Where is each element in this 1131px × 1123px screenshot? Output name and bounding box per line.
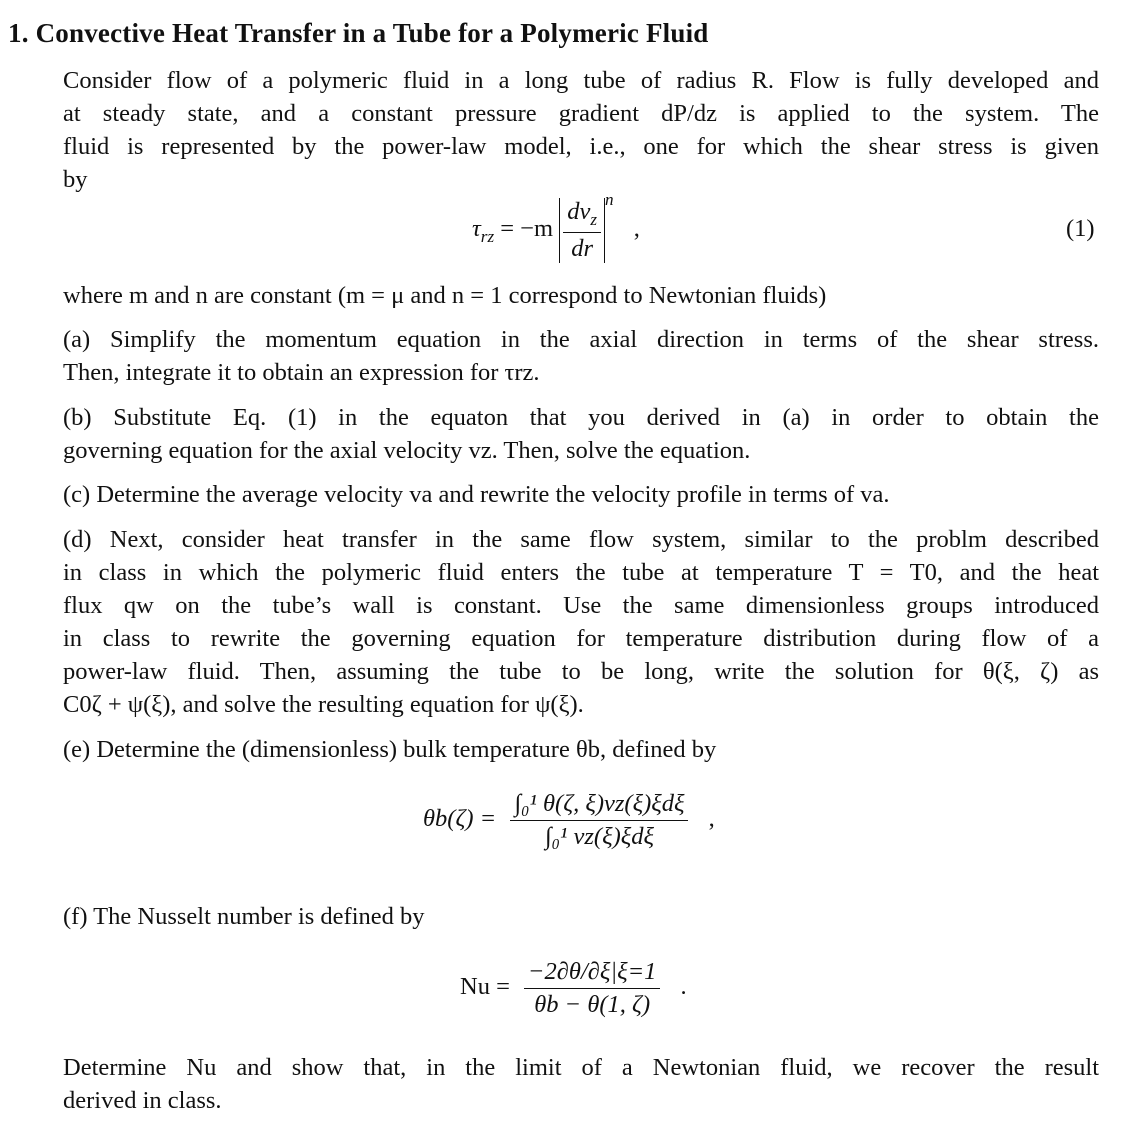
part-e-line: (e) Determine the (dimensionless) bulk temperature θb, defined by [63, 736, 717, 763]
part-a-line: Then, integrate it to obtain an expression for τrz. [63, 359, 540, 386]
intro-line: fluid is represented by the power-law model, i.e., one for which the shear stress is given [63, 133, 1099, 160]
part-f [63, 900, 1099, 933]
closing-line: derived in class. [63, 1087, 222, 1114]
part-b [63, 401, 1099, 467]
eq1-abs [559, 198, 605, 263]
problem-heading: 1. Convective Heat Transfer in a Tube for a Polymeric Fluid [8, 18, 709, 48]
eq-nu-numerator: −2∂θ/∂ξ|ξ=1 [524, 958, 660, 989]
part-d-line: (d) Next, consider heat transfer in the same flow system, similar to the problm described [63, 526, 1099, 553]
closing-line: Determine Nu and show that, in the limit of a Newtonian fluid, we recover the result [63, 1054, 1099, 1081]
eq-bulk-fraction [510, 790, 688, 851]
eq1-lhs: τ [472, 215, 481, 243]
eq-bulk-lhs: θb(ζ) = [423, 805, 497, 833]
intro-line: Consider flow of a polymeric fluid in a long tube of radius R. Flow is fully developed and [63, 67, 1099, 94]
part-c-line: (c) Determine the average velocity va and rewrite the velocity profile in terms of va. [63, 481, 890, 508]
intro-line: at steady state, and a constant pressure gradient dP/dz is applied to the system. The [63, 100, 1099, 127]
eq-nu-denominator: θb − θ(1, ζ) [534, 991, 651, 1018]
part-f-line: (f) The Nusselt number is defined by [63, 903, 425, 930]
equation-power-law [472, 189, 640, 263]
eq-nu-lhs: Nu = [460, 973, 510, 1001]
part-e [63, 733, 1099, 766]
part-a-line: (a) Simplify the momentum equation in the axial direction in terms of the shear stress. [63, 326, 1099, 353]
part-d-line: power-law fluid. Then, assuming the tube to be long, write the solution for θ(ξ, ζ) as [63, 658, 1099, 685]
equation-nusselt [460, 958, 687, 1019]
eq1-power: n [605, 189, 614, 209]
part-d-line: in class to rewrite the governing equation for temperature distribution during flow of a [63, 625, 1099, 652]
eq1-comma: , [633, 215, 640, 243]
intro-line: by [63, 166, 88, 193]
where-paragraph [63, 279, 1099, 312]
eq1-lhs-sub: rz [480, 226, 495, 246]
eq1-denominator: dr [571, 234, 593, 262]
eq-bulk-denominator: ∫₀¹ vz(ξ)ξdξ [544, 823, 654, 850]
closing-paragraph [63, 1051, 1099, 1117]
equation-number: (1) [1066, 215, 1095, 242]
part-a [63, 323, 1099, 389]
part-b-line: (b) Substitute Eq. (1) in the equaton that you derived in (a) in order to obtain the [63, 404, 1099, 431]
equation-bulk-temperature [423, 790, 715, 851]
eq1-fraction [563, 198, 601, 263]
part-d [63, 523, 1099, 721]
intro-paragraph [63, 64, 1099, 196]
eq1-numerator: $dv_z$ [563, 198, 601, 233]
eq1-equals: = −m [500, 215, 554, 243]
eq-bulk-numerator: ∫₀¹ θ(ζ, ξ)vz(ξ)ξdξ [510, 790, 688, 821]
part-d-line: C0ζ + ψ(ξ), and solve the resulting equation for ψ(ξ). [63, 691, 584, 718]
part-b-line: governing equation for the axial velocity vz. Then, solve the equation. [63, 437, 751, 464]
eq-nu-fraction [524, 958, 660, 1019]
where-line: where m and n are constant (m = μ and n = 1 correspond to Newtonian fluids) [63, 282, 827, 309]
part-d-line: in class in which the polymeric fluid enters the tube at temperature T = T0, and the heat [63, 559, 1099, 586]
eq-nu-period: . [680, 973, 687, 1001]
part-c [63, 478, 1099, 511]
part-d-line: flux qw on the tube’s wall is constant. Use the same dimensionless groups introduced [63, 592, 1099, 619]
eq-bulk-comma: , [708, 805, 715, 833]
